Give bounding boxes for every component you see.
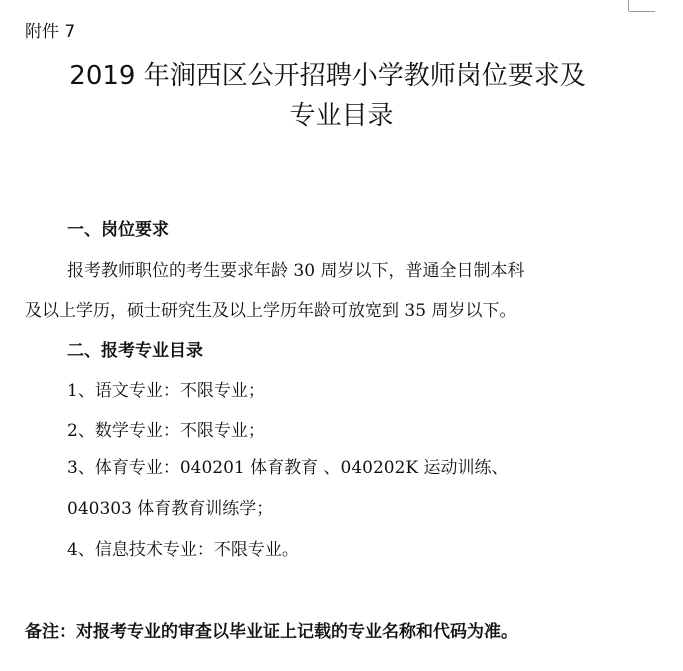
footnote-remark: 备注：对报考专业的审查以毕业证上记载的专业名称和代码为准。 (25, 622, 518, 642)
document-title-line-1: 2019 年涧西区公开招聘小学教师岗位要求及 (69, 61, 586, 91)
major-item-pe-continued: 040303 体育教育训练学； (67, 499, 274, 519)
requirements-paragraph-line-2: 及以上学历，硕士研究生及以上学历年龄可放宽到 35 周岁以下。 (25, 301, 517, 321)
major-item-chinese: 1、语文专业：不限专业； (67, 381, 265, 401)
margin-mark-horizontal (629, 11, 655, 12)
requirements-paragraph-line-1: 报考教师职位的考生要求年龄 30 周岁以下，普通全日制本科 (67, 261, 525, 281)
section-heading-requirements: 一、岗位要求 (67, 220, 169, 240)
document-title-line-2: 专业目录 (289, 101, 394, 131)
major-item-math: 2、数学专业：不限专业； (67, 421, 265, 441)
margin-mark-vertical (628, 0, 629, 11)
major-item-pe: 3、体育专业：040201 体育教育 、040202K 运动训练、 (67, 458, 509, 478)
section-heading-major-catalog: 二、报考专业目录 (67, 341, 203, 361)
attachment-label: 附件 7 (25, 22, 76, 42)
major-item-it: 4、信息技术专业：不限专业。 (67, 540, 299, 560)
